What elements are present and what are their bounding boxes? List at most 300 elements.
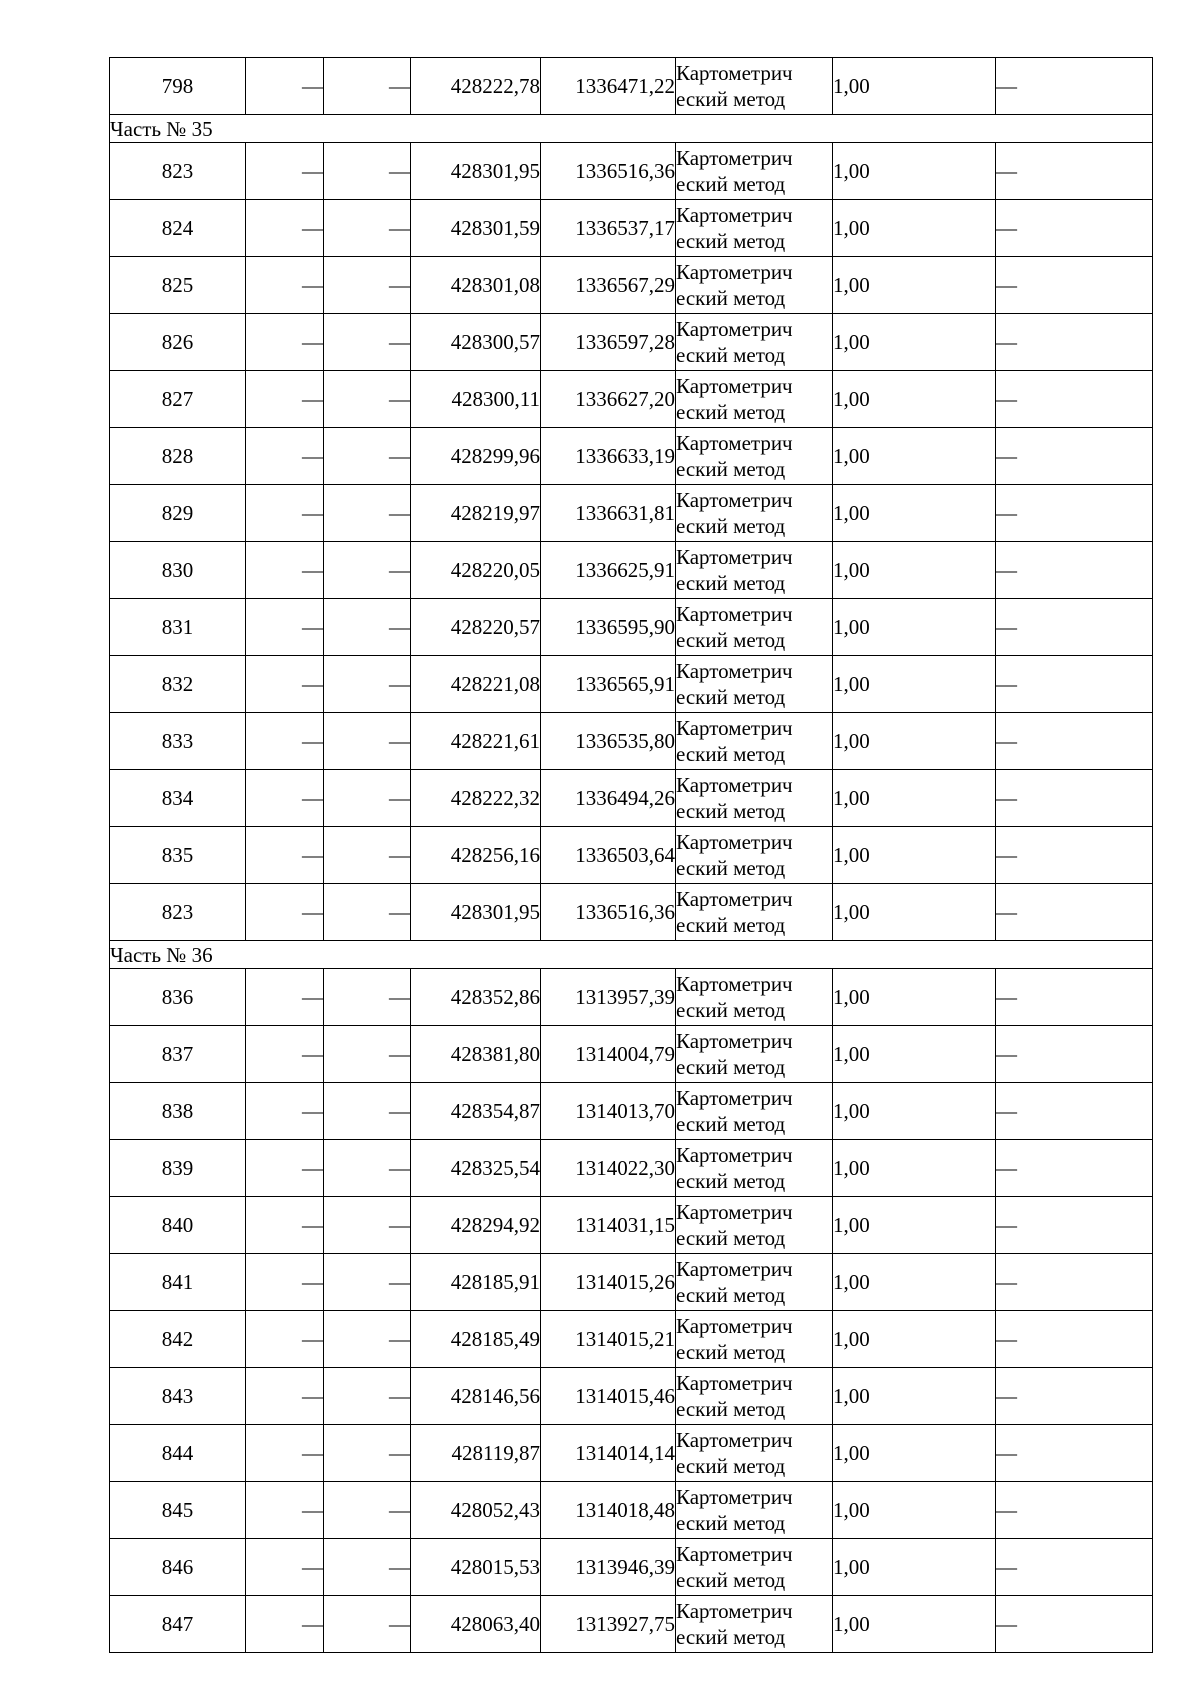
- y-coordinate-cell: 1314015,26: [541, 1254, 676, 1311]
- method-cell: [676, 827, 833, 884]
- table-row: [110, 827, 1153, 884]
- method-text-line-1: Картометрич: [676, 659, 793, 683]
- method-cell: [676, 1425, 833, 1482]
- y-coordinate-cell: 1314031,15: [541, 1197, 676, 1254]
- y-coordinate-cell: 1314014,14: [541, 1425, 676, 1482]
- method-cell: [676, 884, 833, 941]
- accuracy-cell: 1,00: [833, 1083, 996, 1140]
- method-text-line-1: Картометрич: [676, 1257, 793, 1281]
- y-coordinate-cell: 1336516,36: [541, 884, 676, 941]
- method-cell: [676, 485, 833, 542]
- method-text-line-2: еский метод: [676, 172, 786, 196]
- table-row: [110, 1368, 1153, 1425]
- empty-value-cell: —: [996, 542, 1153, 599]
- empty-value-cell: —: [996, 314, 1153, 371]
- empty-value-cell: —: [996, 1482, 1153, 1539]
- empty-value-cell: —: [246, 542, 324, 599]
- x-coordinate-cell: 428015,53: [411, 1539, 541, 1596]
- method-cell: [676, 314, 833, 371]
- method-text-line-2: еский метод: [676, 1397, 786, 1421]
- empty-value-cell: —: [324, 969, 411, 1026]
- empty-value-cell: —: [246, 713, 324, 770]
- y-coordinate-cell: 1313946,39: [541, 1539, 676, 1596]
- table-row: [110, 884, 1153, 941]
- empty-value-cell: —: [996, 1083, 1153, 1140]
- method-text-line-2: еский метод: [676, 1340, 786, 1364]
- accuracy-cell: 1,00: [833, 485, 996, 542]
- accuracy-cell: 1,00: [833, 1311, 996, 1368]
- method-text-line-1: Картометрич: [676, 887, 793, 911]
- method-cell: [676, 1140, 833, 1197]
- method-text-line-2: еский метод: [676, 1511, 786, 1535]
- empty-value-cell: —: [996, 1425, 1153, 1482]
- empty-value-cell: —: [246, 143, 324, 200]
- table-row: [110, 143, 1153, 200]
- empty-value-cell: —: [246, 314, 324, 371]
- y-coordinate-cell: 1336503,64: [541, 827, 676, 884]
- accuracy-cell: 1,00: [833, 1482, 996, 1539]
- method-text-line-2: еский метод: [676, 343, 786, 367]
- method-text-line-1: Картометрич: [676, 317, 793, 341]
- point-number-cell: 825: [110, 257, 246, 314]
- point-number-cell: 847: [110, 1596, 246, 1653]
- method-text-line-1: Картометрич: [676, 1200, 793, 1224]
- y-coordinate-cell: 1336471,22: [541, 58, 676, 115]
- empty-value-cell: —: [246, 485, 324, 542]
- method-cell: [676, 969, 833, 1026]
- method-text-line-1: Картометрич: [676, 545, 793, 569]
- empty-value-cell: —: [246, 1425, 324, 1482]
- method-text-line-2: еский метод: [676, 1226, 786, 1250]
- accuracy-cell: 1,00: [833, 1368, 996, 1425]
- empty-value-cell: —: [246, 827, 324, 884]
- empty-value-cell: —: [324, 143, 411, 200]
- x-coordinate-cell: 428352,86: [411, 969, 541, 1026]
- method-text-line-1: Картометрич: [676, 1371, 793, 1395]
- x-coordinate-cell: 428222,32: [411, 770, 541, 827]
- y-coordinate-cell: 1336516,36: [541, 143, 676, 200]
- empty-value-cell: —: [324, 1140, 411, 1197]
- method-text-line-1: Картометрич: [676, 374, 793, 398]
- point-number-cell: 826: [110, 314, 246, 371]
- method-text-line-1: Картометрич: [676, 488, 793, 512]
- empty-value-cell: —: [324, 656, 411, 713]
- empty-value-cell: —: [246, 599, 324, 656]
- method-cell: [676, 371, 833, 428]
- y-coordinate-cell: 1336633,19: [541, 428, 676, 485]
- table-row: [110, 1482, 1153, 1539]
- y-coordinate-cell: 1336627,20: [541, 371, 676, 428]
- method-cell: [676, 1197, 833, 1254]
- method-cell: [676, 1026, 833, 1083]
- method-cell: [676, 1254, 833, 1311]
- empty-value-cell: —: [324, 428, 411, 485]
- empty-value-cell: —: [324, 599, 411, 656]
- empty-value-cell: —: [996, 656, 1153, 713]
- point-number-cell: 846: [110, 1539, 246, 1596]
- point-number-cell: 838: [110, 1083, 246, 1140]
- empty-value-cell: —: [996, 371, 1153, 428]
- empty-value-cell: —: [324, 1083, 411, 1140]
- method-text-line-1: Картометрич: [676, 830, 793, 854]
- method-cell: [676, 713, 833, 770]
- section-label: Часть № 35: [110, 115, 1153, 143]
- x-coordinate-cell: 428299,96: [411, 428, 541, 485]
- empty-value-cell: —: [996, 969, 1153, 1026]
- x-coordinate-cell: 428222,78: [411, 58, 541, 115]
- x-coordinate-cell: 428300,57: [411, 314, 541, 371]
- empty-value-cell: —: [996, 1026, 1153, 1083]
- empty-value-cell: —: [246, 1254, 324, 1311]
- table-row: [110, 1311, 1153, 1368]
- method-cell: [676, 656, 833, 713]
- method-text-line-2: еский метод: [676, 685, 786, 709]
- accuracy-cell: 1,00: [833, 713, 996, 770]
- empty-value-cell: —: [324, 371, 411, 428]
- accuracy-cell: 1,00: [833, 1596, 996, 1653]
- empty-value-cell: —: [324, 1026, 411, 1083]
- x-coordinate-cell: 428301,59: [411, 200, 541, 257]
- method-text-line-2: еский метод: [676, 457, 786, 481]
- method-text-line-2: еский метод: [676, 286, 786, 310]
- accuracy-cell: 1,00: [833, 599, 996, 656]
- point-number-cell: 837: [110, 1026, 246, 1083]
- table-row: [110, 1425, 1153, 1482]
- accuracy-cell: 1,00: [833, 1140, 996, 1197]
- accuracy-cell: 1,00: [833, 542, 996, 599]
- x-coordinate-cell: 428221,61: [411, 713, 541, 770]
- method-text-line-1: Картометрич: [676, 203, 793, 227]
- method-text-line-2: еский метод: [676, 87, 786, 111]
- empty-value-cell: —: [996, 1254, 1153, 1311]
- section-header-row: [110, 115, 1153, 143]
- x-coordinate-cell: 428354,87: [411, 1083, 541, 1140]
- empty-value-cell: —: [324, 314, 411, 371]
- empty-value-cell: —: [246, 656, 324, 713]
- point-number-cell: 832: [110, 656, 246, 713]
- empty-value-cell: —: [996, 428, 1153, 485]
- table-row: [110, 1083, 1153, 1140]
- method-text-line-2: еский метод: [676, 1112, 786, 1136]
- method-text-line-2: еский метод: [676, 856, 786, 880]
- table-row: [110, 1539, 1153, 1596]
- method-text-line-2: еский метод: [676, 799, 786, 823]
- empty-value-cell: —: [246, 884, 324, 941]
- coordinates-table: [109, 57, 1153, 1653]
- method-text-line-1: Картометрич: [676, 1086, 793, 1110]
- empty-value-cell: —: [246, 1482, 324, 1539]
- method-cell: [676, 1482, 833, 1539]
- empty-value-cell: —: [246, 58, 324, 115]
- method-text-line-2: еский метод: [676, 742, 786, 766]
- empty-value-cell: —: [996, 1197, 1153, 1254]
- empty-value-cell: —: [996, 1140, 1153, 1197]
- empty-value-cell: —: [324, 1482, 411, 1539]
- empty-value-cell: —: [246, 770, 324, 827]
- method-text-line-2: еский метод: [676, 628, 786, 652]
- y-coordinate-cell: 1336565,91: [541, 656, 676, 713]
- empty-value-cell: —: [996, 200, 1153, 257]
- table-row: [110, 371, 1153, 428]
- y-coordinate-cell: 1313927,75: [541, 1596, 676, 1653]
- method-text-line-2: еский метод: [676, 1625, 786, 1649]
- method-cell: [676, 1311, 833, 1368]
- y-coordinate-cell: 1336631,81: [541, 485, 676, 542]
- empty-value-cell: —: [324, 1311, 411, 1368]
- accuracy-cell: 1,00: [833, 770, 996, 827]
- empty-value-cell: —: [246, 200, 324, 257]
- method-cell: [676, 1539, 833, 1596]
- method-text-line-2: еский метод: [676, 571, 786, 595]
- accuracy-cell: 1,00: [833, 371, 996, 428]
- table-row: [110, 257, 1153, 314]
- point-number-cell: 823: [110, 143, 246, 200]
- empty-value-cell: —: [996, 1368, 1153, 1425]
- empty-value-cell: —: [246, 969, 324, 1026]
- empty-value-cell: —: [996, 770, 1153, 827]
- x-coordinate-cell: 428301,95: [411, 884, 541, 941]
- method-cell: [676, 58, 833, 115]
- y-coordinate-cell: 1314015,46: [541, 1368, 676, 1425]
- method-text-line-2: еский метод: [676, 400, 786, 424]
- table-row: [110, 1596, 1153, 1653]
- x-coordinate-cell: 428301,95: [411, 143, 541, 200]
- x-coordinate-cell: 428185,49: [411, 1311, 541, 1368]
- accuracy-cell: 1,00: [833, 1197, 996, 1254]
- empty-value-cell: —: [996, 143, 1153, 200]
- accuracy-cell: 1,00: [833, 969, 996, 1026]
- point-number-cell: 823: [110, 884, 246, 941]
- point-number-cell: 824: [110, 200, 246, 257]
- point-number-cell: 827: [110, 371, 246, 428]
- table-row: [110, 770, 1153, 827]
- y-coordinate-cell: 1336535,80: [541, 713, 676, 770]
- y-coordinate-cell: 1314018,48: [541, 1482, 676, 1539]
- point-number-cell: 829: [110, 485, 246, 542]
- empty-value-cell: —: [246, 1596, 324, 1653]
- point-number-cell: 841: [110, 1254, 246, 1311]
- y-coordinate-cell: 1336625,91: [541, 542, 676, 599]
- table-row: [110, 58, 1153, 115]
- point-number-cell: 833: [110, 713, 246, 770]
- accuracy-cell: 1,00: [833, 143, 996, 200]
- y-coordinate-cell: 1336494,26: [541, 770, 676, 827]
- empty-value-cell: —: [324, 770, 411, 827]
- method-text-line-2: еский метод: [676, 514, 786, 538]
- empty-value-cell: —: [246, 371, 324, 428]
- table-row: [110, 1254, 1153, 1311]
- y-coordinate-cell: 1336567,29: [541, 257, 676, 314]
- empty-value-cell: —: [246, 1539, 324, 1596]
- y-coordinate-cell: 1314013,70: [541, 1083, 676, 1140]
- empty-value-cell: —: [996, 257, 1153, 314]
- x-coordinate-cell: 428381,80: [411, 1026, 541, 1083]
- x-coordinate-cell: 428063,40: [411, 1596, 541, 1653]
- table-row: [110, 656, 1153, 713]
- method-text-line-1: Картометрич: [676, 773, 793, 797]
- accuracy-cell: 1,00: [833, 200, 996, 257]
- method-text-line-1: Картометрич: [676, 972, 793, 996]
- empty-value-cell: —: [246, 1197, 324, 1254]
- empty-value-cell: —: [324, 1254, 411, 1311]
- method-text-line-1: Картометрич: [676, 1485, 793, 1509]
- method-text-line-2: еский метод: [676, 998, 786, 1022]
- point-number-cell: 844: [110, 1425, 246, 1482]
- empty-value-cell: —: [996, 713, 1153, 770]
- table-row: [110, 599, 1153, 656]
- empty-value-cell: —: [996, 1596, 1153, 1653]
- y-coordinate-cell: 1314022,30: [541, 1140, 676, 1197]
- empty-value-cell: —: [324, 542, 411, 599]
- table-row: [110, 314, 1153, 371]
- empty-value-cell: —: [996, 1311, 1153, 1368]
- method-text-line-1: Картометрич: [676, 146, 793, 170]
- accuracy-cell: 1,00: [833, 884, 996, 941]
- x-coordinate-cell: 428300,11: [411, 371, 541, 428]
- accuracy-cell: 1,00: [833, 428, 996, 485]
- table-row: [110, 1197, 1153, 1254]
- method-cell: [676, 428, 833, 485]
- empty-value-cell: —: [324, 1539, 411, 1596]
- empty-value-cell: —: [246, 1311, 324, 1368]
- x-coordinate-cell: 428294,92: [411, 1197, 541, 1254]
- point-number-cell: 798: [110, 58, 246, 115]
- x-coordinate-cell: 428220,05: [411, 542, 541, 599]
- point-number-cell: 836: [110, 969, 246, 1026]
- empty-value-cell: —: [324, 58, 411, 115]
- accuracy-cell: 1,00: [833, 1254, 996, 1311]
- method-cell: [676, 1596, 833, 1653]
- accuracy-cell: 1,00: [833, 1026, 996, 1083]
- point-number-cell: 840: [110, 1197, 246, 1254]
- x-coordinate-cell: 428119,87: [411, 1425, 541, 1482]
- empty-value-cell: —: [324, 200, 411, 257]
- table-row: [110, 428, 1153, 485]
- empty-value-cell: —: [324, 827, 411, 884]
- method-cell: [676, 599, 833, 656]
- point-number-cell: 842: [110, 1311, 246, 1368]
- table-row: [110, 969, 1153, 1026]
- method-text-line-2: еский метод: [676, 1283, 786, 1307]
- x-coordinate-cell: 428052,43: [411, 1482, 541, 1539]
- method-text-line-2: еский метод: [676, 913, 786, 937]
- method-text-line-1: Картометрич: [676, 61, 793, 85]
- point-number-cell: 831: [110, 599, 246, 656]
- x-coordinate-cell: 428220,57: [411, 599, 541, 656]
- empty-value-cell: —: [996, 599, 1153, 656]
- method-text-line-1: Картометрич: [676, 1599, 793, 1623]
- accuracy-cell: 1,00: [833, 58, 996, 115]
- empty-value-cell: —: [324, 1368, 411, 1425]
- method-text-line-1: Картометрич: [676, 260, 793, 284]
- method-text-line-1: Картометрич: [676, 716, 793, 740]
- y-coordinate-cell: 1336597,28: [541, 314, 676, 371]
- table-row: [110, 1140, 1153, 1197]
- point-number-cell: 834: [110, 770, 246, 827]
- empty-value-cell: —: [324, 884, 411, 941]
- accuracy-cell: 1,00: [833, 1539, 996, 1596]
- y-coordinate-cell: 1336595,90: [541, 599, 676, 656]
- method-cell: [676, 542, 833, 599]
- empty-value-cell: —: [324, 257, 411, 314]
- method-cell: [676, 770, 833, 827]
- table-row: [110, 485, 1153, 542]
- method-text-line-1: Картометрич: [676, 602, 793, 626]
- method-text-line-2: еский метод: [676, 229, 786, 253]
- x-coordinate-cell: 428301,08: [411, 257, 541, 314]
- point-number-cell: 830: [110, 542, 246, 599]
- table-row: [110, 542, 1153, 599]
- point-number-cell: 835: [110, 827, 246, 884]
- empty-value-cell: —: [996, 1539, 1153, 1596]
- method-text-line-2: еский метод: [676, 1055, 786, 1079]
- accuracy-cell: 1,00: [833, 314, 996, 371]
- empty-value-cell: —: [996, 485, 1153, 542]
- section-header-row: [110, 941, 1153, 969]
- method-text-line-1: Картометрич: [676, 431, 793, 455]
- accuracy-cell: 1,00: [833, 257, 996, 314]
- accuracy-cell: 1,00: [833, 827, 996, 884]
- y-coordinate-cell: 1336537,17: [541, 200, 676, 257]
- empty-value-cell: —: [324, 1425, 411, 1482]
- empty-value-cell: —: [996, 884, 1153, 941]
- method-cell: [676, 1083, 833, 1140]
- x-coordinate-cell: 428325,54: [411, 1140, 541, 1197]
- empty-value-cell: —: [996, 58, 1153, 115]
- method-text-line-1: Картометрич: [676, 1542, 793, 1566]
- method-text-line-2: еский метод: [676, 1169, 786, 1193]
- method-text-line-1: Картометрич: [676, 1143, 793, 1167]
- point-number-cell: 828: [110, 428, 246, 485]
- y-coordinate-cell: 1314004,79: [541, 1026, 676, 1083]
- empty-value-cell: —: [324, 713, 411, 770]
- empty-value-cell: —: [324, 485, 411, 542]
- method-text-line-1: Картометрич: [676, 1029, 793, 1053]
- section-label: Часть № 36: [110, 941, 1153, 969]
- x-coordinate-cell: 428146,56: [411, 1368, 541, 1425]
- point-number-cell: 839: [110, 1140, 246, 1197]
- x-coordinate-cell: 428185,91: [411, 1254, 541, 1311]
- y-coordinate-cell: 1314015,21: [541, 1311, 676, 1368]
- method-cell: [676, 1368, 833, 1425]
- empty-value-cell: —: [246, 1368, 324, 1425]
- method-cell: [676, 200, 833, 257]
- accuracy-cell: 1,00: [833, 656, 996, 713]
- y-coordinate-cell: 1313957,39: [541, 969, 676, 1026]
- x-coordinate-cell: 428219,97: [411, 485, 541, 542]
- empty-value-cell: —: [996, 827, 1153, 884]
- method-text-line-1: Картометрич: [676, 1314, 793, 1338]
- point-number-cell: 845: [110, 1482, 246, 1539]
- empty-value-cell: —: [246, 1026, 324, 1083]
- method-cell: [676, 143, 833, 200]
- empty-value-cell: —: [246, 428, 324, 485]
- empty-value-cell: —: [246, 257, 324, 314]
- table-row: [110, 1026, 1153, 1083]
- method-cell: [676, 257, 833, 314]
- method-text-line-1: Картометрич: [676, 1428, 793, 1452]
- method-text-line-2: еский метод: [676, 1454, 786, 1478]
- point-number-cell: 843: [110, 1368, 246, 1425]
- empty-value-cell: —: [246, 1083, 324, 1140]
- empty-value-cell: —: [324, 1596, 411, 1653]
- method-text-line-2: еский метод: [676, 1568, 786, 1592]
- table-row: [110, 713, 1153, 770]
- x-coordinate-cell: 428221,08: [411, 656, 541, 713]
- empty-value-cell: —: [324, 1197, 411, 1254]
- table-row: [110, 200, 1153, 257]
- accuracy-cell: 1,00: [833, 1425, 996, 1482]
